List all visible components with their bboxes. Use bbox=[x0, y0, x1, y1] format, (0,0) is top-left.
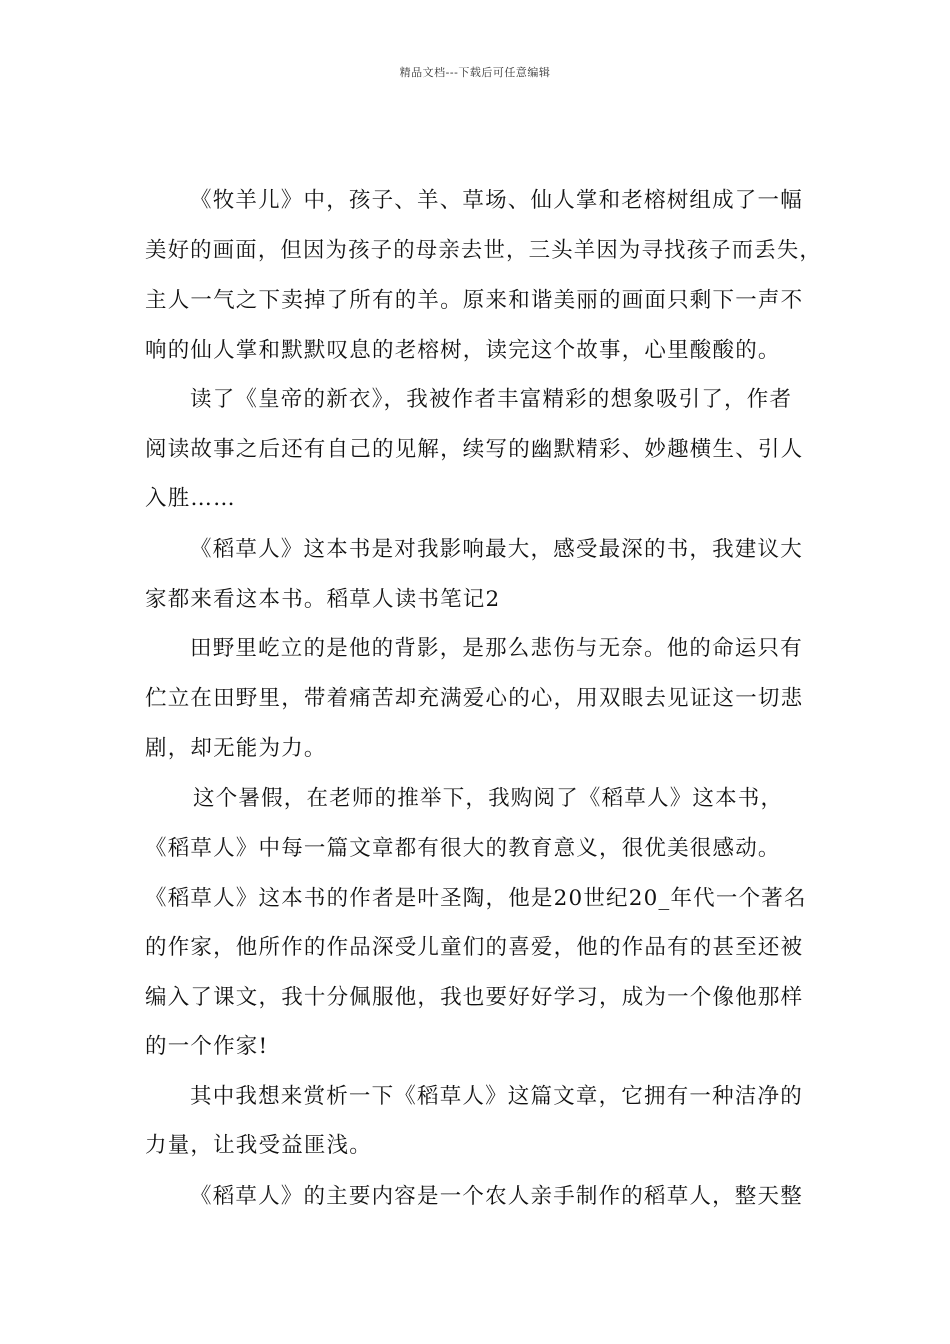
text-line: 主人一气之下卖掉了所有的羊。原来和谐美丽的画面只剩下一声不 bbox=[145, 288, 804, 313]
text-line: 其中我想来赏析一下《稻草人》这篇文章，它拥有一种洁净的 bbox=[190, 1084, 803, 1109]
text-line: 入胜…… bbox=[145, 486, 236, 511]
text-line: 的作家，他所作的作品深受儿童们的喜爱，他的作品有的甚至还被 bbox=[145, 935, 804, 960]
text-line: 的一个作家! bbox=[145, 1034, 269, 1059]
text-line: 这个暑假，在老师的推举下，我购阅了《稻草人》这本书， bbox=[193, 786, 784, 811]
text-line: 《稻草人》这本书的作者是叶圣陶，他是20世纪20_年代一个著名 bbox=[145, 886, 807, 911]
text-line: 《稻草人》的主要内容是一个农人亲手制作的稻草人，整天整 bbox=[190, 1184, 803, 1209]
text-line: 编入了课文，我十分佩服他，我也要好好学习，成为一个像他那样 bbox=[145, 985, 804, 1010]
text-line: 阅读故事之后还有自己的见解，续写的幽默精彩、妙趣横生、引人 bbox=[145, 437, 804, 462]
text-line: 《稻草人》这本书是对我影响最大，感受最深的书，我建议大 bbox=[190, 537, 803, 562]
text-line: 力量，让我受益匪浅。 bbox=[145, 1133, 373, 1158]
text-line: 美好的画面，但因为孩子的母亲去世，三头羊因为寻找孩子而丢失， bbox=[145, 238, 822, 263]
text-line: 家都来看这本书。稻草人读书笔记2 bbox=[145, 587, 501, 612]
text-line: 《牧羊儿》中，孩子、羊、草场、仙人掌和老榕树组成了一幅 bbox=[190, 188, 803, 213]
text-line: 《稻草人》中每一篇文章都有很大的教育意义，很优美很感动。 bbox=[145, 836, 781, 861]
text-line: 读了《皇帝的新衣》，我被作者丰富精彩的想象吸引了，作者 bbox=[190, 387, 793, 412]
text-line: 田野里屹立的是他的背影，是那么悲伤与无奈。他的命运只有 bbox=[190, 636, 803, 661]
page-header: 精品文档---下载后可任意编辑 bbox=[399, 66, 551, 79]
text-line: 剧，却无能为力。 bbox=[145, 736, 327, 761]
text-line: 响的仙人掌和默默叹息的老榕树，读完这个故事，心里酸酸的。 bbox=[145, 338, 781, 363]
text-line: 伫立在田野里，带着痛苦却充满爱心的心，用双眼去见证这一切悲 bbox=[145, 686, 804, 711]
